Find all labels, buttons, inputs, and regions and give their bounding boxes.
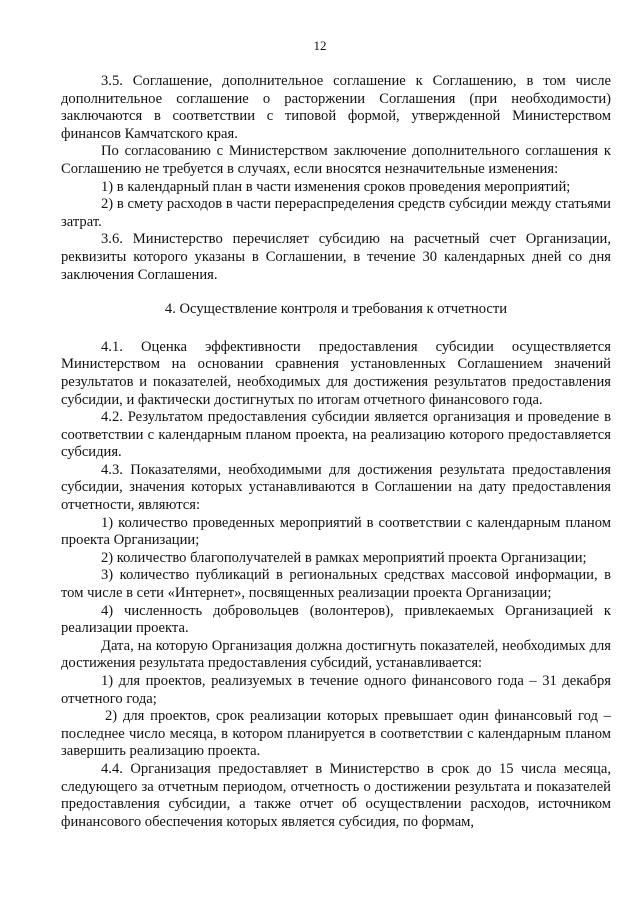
list-item-budget: 2) в смету расходов в части перераспределения средств субсидии между статьями затрат. (61, 196, 611, 230)
paragraph-3-6: 3.6. Министерство перечисляет субсидию на расчетный счет Организации, реквизиты которого указаны в Соглашении, в течение 30 календарных дней со дня заключения Соглашения. (61, 231, 611, 283)
paragraph-4-2: 4.2. Результатом предоставления субсидии является организация и проведение в соответствии с календарным планом проекта, на реализацию которого предоставляется субсидия. (61, 409, 611, 461)
indicator-item-2: 2) количество благополучателей в рамках мероприятий проекта Организации; (101, 549, 587, 566)
date-item-2: 2) для проектов, срок реализации которых превышает один финансовый год – последнее число месяца, в котором планируется в соответствии с календарным планом завершить реализацию проекта. (61, 708, 611, 760)
date-item-1: 1) для проектов, реализуемых в течение одного финансового года – 31 декабря отчетного года; (61, 673, 611, 707)
paragraph-4-1: 4.1. Оценка эффективности предоставления субсидии осуществляется Министерством на основании сравнения установленных Соглашением значений результатов и показателей, необходимых для достижения результатов предоставления субсидии, и фактически достигнутых по итогам отчетного финансового года. (61, 338, 611, 408)
paragraph-4-4: 4.4. Организация предоставляет в Министерство в срок до 15 числа месяца, следующего за отчетным периодом, отчетность о достижении результата и показателей предоставления субсидии, а также отчет об осуществлении расходов, источником финансового обеспечения которых является субсидия, по формам, (61, 760, 611, 830)
document-body (61, 73, 611, 831)
list-item-calendar-plan: 1) в календарный план в части изменения сроков проведения мероприятий; (101, 178, 571, 195)
indicator-item-3: 3) количество публикаций в региональных средствах массовой информации, в том числе в сети «Интернет», посвященных реализации проекта Организации; (61, 567, 611, 602)
indicator-item-4: 4) численность добровольцев (волонтеров), привлекаемых Организацией к реализации проекта. (61, 602, 611, 637)
indicator-item-1: 1) количество проведенных мероприятий в соответствии с календарным планом проекта Организации; (61, 514, 611, 549)
page-number: 12 (313, 38, 327, 53)
paragraph-agreement-exception: По согласованию с Министерством заключение дополнительного соглашения к Соглашению не требуется в случаях, если вносятся незначительные изменения: (61, 143, 611, 177)
paragraph-3-5: 3.5. Соглашение, дополнительное соглашение к Соглашению, в том числе дополнительное соглашение о расторжении Соглашения (при необходимости) заключаются в соответствии с типовой формой, утвержденной Министерством финансов Камчатского края. (61, 73, 611, 142)
paragraph-date: Дата, на которую Организация должна достигнуть показателей, необходимых для достижения результата предоставления субсидий, устанавливается: (61, 637, 611, 672)
paragraph-4-3: 4.3. Показателями, необходимыми для достижения результата предоставления субсидии, значения которых устанавливаются в Соглашении на дату предоставления отчетности, являются: (61, 461, 611, 514)
section-heading: 4. Осуществление контроля и требования к отчетности (164, 301, 508, 318)
